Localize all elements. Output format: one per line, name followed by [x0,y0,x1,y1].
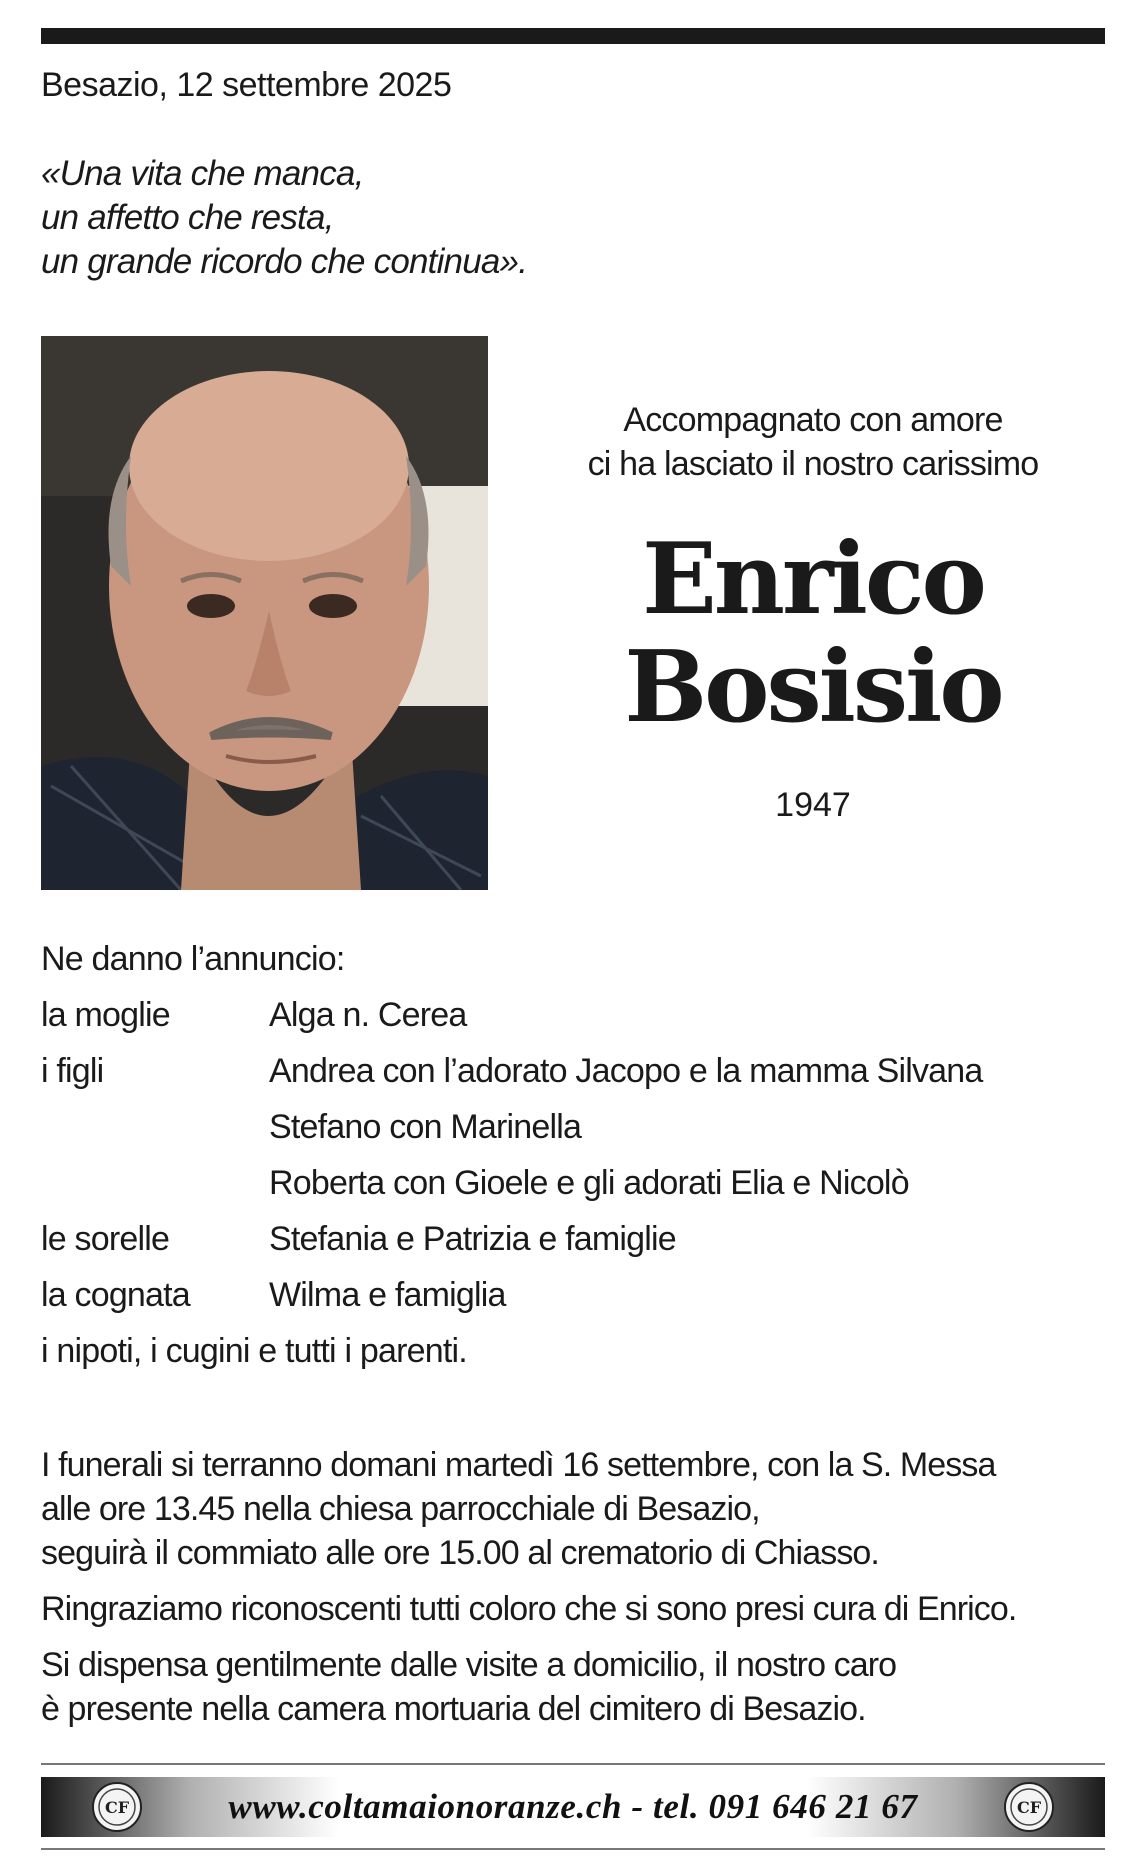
intro-line: ci ha lasciato il nostro carissimo [587,445,1039,483]
announcement-lead: Ne danno l’annuncio: [41,940,345,978]
family-names: Andrea con l’adorato Jacopo e la mamma Silvana [269,1052,983,1090]
visits-line: Si dispensa gentilmente dalle visite a domicilio, il nostro caro [41,1646,897,1684]
relation-label: la moglie [41,996,170,1034]
family-names: Stefano con Marinella [269,1108,582,1146]
relation-label [41,1105,269,1161]
footer-contact: www.coltamaionoranze.ch - tel. 091 646 21 67 [228,1787,918,1826]
funeral-home-seal-icon [1003,1781,1055,1833]
funeral-line: seguirà il commiato alle ore 15.00 al crematorio di Chiasso. [41,1534,879,1572]
funeral-paragraph [41,1443,1116,1575]
family-row [41,1049,1111,1105]
top-rule [41,28,1105,44]
birth-year: 1947 [775,786,851,824]
portrait-photo-icon [41,336,488,890]
relation-label: le sorelle [41,1220,170,1258]
family-row [41,993,1111,1049]
family-names: Stefania e Patrizia e famiglie [269,1220,676,1258]
quote-line: «Una vita che manca, [41,154,364,193]
family-row [41,1161,1111,1217]
thanks-line: Ringraziamo riconoscenti tutti coloro che si sono presi cura di Enrico. [41,1590,1017,1628]
funeral-details [41,1443,1116,1743]
seal-text: CF [1016,1798,1042,1817]
date-line: Besazio, 12 settembre 2025 [41,66,452,104]
memorial-quote [41,152,527,284]
portrait-photo [41,336,488,890]
funeral-line: alle ore 13.45 nella chiesa parrocchiale di Besazio, [41,1490,760,1528]
family-names: Roberta con Gioele e gli adorati Elia e Nicolò [269,1164,909,1202]
funeral-line: I funerali si terranno domani martedì 16 settembre, con la S. Messa [41,1446,996,1484]
family-row [41,1105,1111,1161]
visits-paragraph [41,1643,1116,1731]
seal-text: CF [104,1798,130,1817]
relation-label [41,1161,269,1217]
quote-line: un affetto che resta, [41,198,334,237]
first-name: Enrico [642,522,984,637]
intro-text [528,398,1098,486]
quote-line: un grande ricordo che continua». [41,242,528,281]
funeral-home-footer [41,1777,1105,1837]
thanks-paragraph [41,1587,1116,1631]
last-name: Bosisio [624,630,1002,745]
intro-line: Accompagnato con amore [623,401,1003,439]
family-names: Alga n. Cerea [269,996,467,1034]
relation-label: i figli [41,1052,104,1090]
announcement-closing: i nipoti, i cugini e tutti i parenti. [41,1332,467,1370]
relation-label: la cognata [41,1276,190,1314]
footer-top-rule [41,1763,1105,1765]
visits-line: è presente nella camera mortuaria del cimitero di Besazio. [41,1690,866,1728]
deceased-name [528,522,1098,745]
family-row [41,1217,1111,1273]
announcement-list [41,937,1111,1385]
family-row [41,1273,1111,1329]
family-names: Wilma e famiglia [269,1276,506,1314]
footer-bottom-rule [41,1848,1105,1850]
